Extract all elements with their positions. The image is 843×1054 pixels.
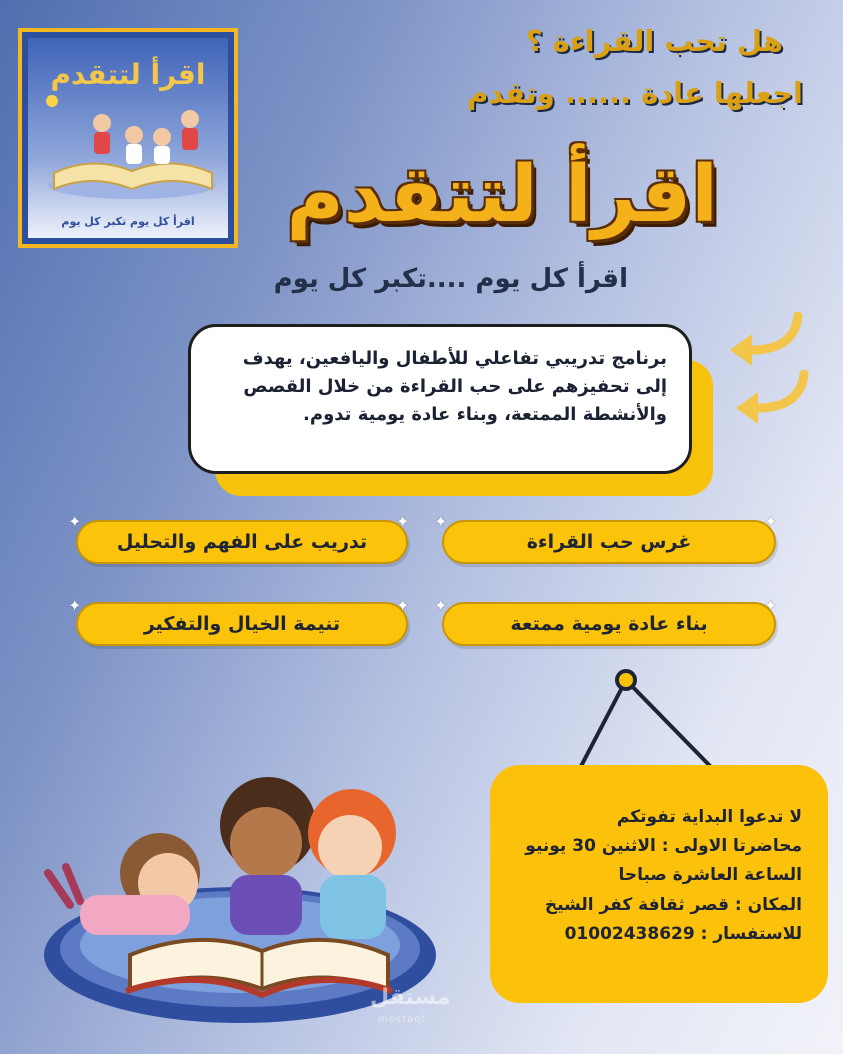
- main-title: اقرأ لتتقدم: [286, 150, 718, 240]
- notice-line: محاضرتا الاولى : الاثنين 30 يونيو: [525, 836, 802, 857]
- sparkle-icon: ✦: [764, 596, 778, 615]
- goal-pill: غرس حب القراءة: [442, 520, 776, 564]
- logo-illustration: [28, 38, 228, 238]
- sparkle-icon: ✦: [396, 596, 410, 615]
- habit-heading: اجعلها عادة ...... وتقدم: [467, 76, 803, 110]
- sparkle-icon: ✦: [68, 512, 82, 531]
- notice-line: الساعة العاشرة صباحا: [618, 865, 802, 886]
- goal-pill: بناء عادة يومية ممتعة: [442, 602, 776, 646]
- tagline: اقرأ كل يوم ....تكبر كل يوم: [273, 264, 628, 294]
- children-on-book-icon: [42, 93, 222, 203]
- sparkle-icon: ✦: [68, 596, 82, 615]
- goal-pill: تدريب على الفهم والتحليل: [76, 520, 408, 564]
- notice-phone: للاستفسار : 01002438629: [564, 923, 802, 944]
- question-heading: هل تحب القراءة ؟: [525, 24, 783, 58]
- sparkle-icon: ✦: [434, 596, 448, 615]
- logo-title: اقرأ لتتقدم: [50, 58, 206, 91]
- watermark-latin: mostaql: [378, 1014, 426, 1025]
- goal-pill: تنيمة الخيال والتفكير: [76, 602, 408, 646]
- sparkle-icon: ✦: [396, 512, 410, 531]
- notice-line: لا تدعوا البداية تفوتكم: [616, 807, 802, 827]
- curved-arrow-icon: [730, 370, 810, 441]
- logo-subtitle: اقرأ كل يوم تكبر كل يوم: [61, 215, 195, 228]
- notice-line: المكان : قصر ثقافة كفر الشيخ: [544, 894, 802, 915]
- description-box: برنامج تدريبي تفاعلي للأطفال واليافعين، يهدف إلى تحفيزهم على حب القراءة من خلال القصص والأنشطة الممتعة، وبناء عادة يومية تدوم.: [188, 324, 692, 474]
- watermark-brand: مستقل: [370, 985, 451, 1010]
- sparkle-icon: ✦: [434, 512, 448, 531]
- logo-card: [18, 28, 238, 248]
- event-notice-board: [490, 765, 828, 1003]
- sparkle-icon: ✦: [764, 512, 778, 531]
